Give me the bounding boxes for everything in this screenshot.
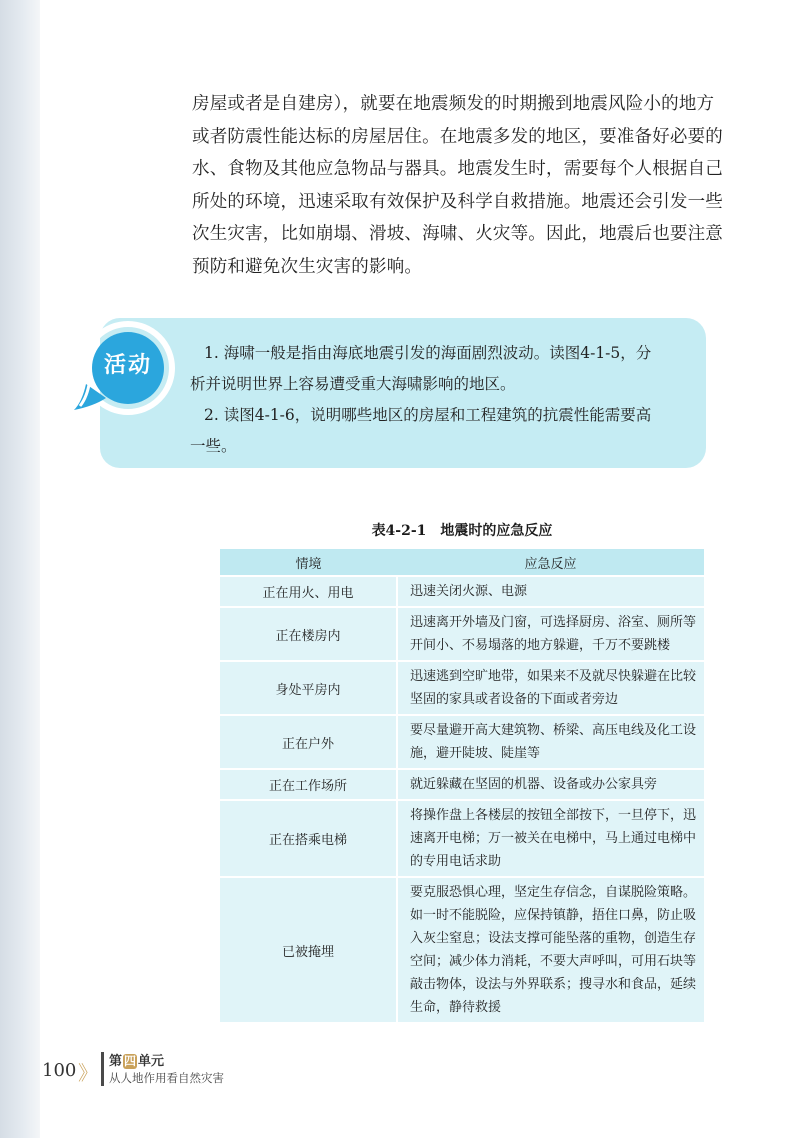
response-cell: [397, 800, 704, 877]
situation-cell: 正在搭乘电梯: [220, 800, 397, 877]
response-line: 开间小、不易塌落的地方躲避，千万不要跳楼: [410, 638, 671, 653]
situation-cell: 正在楼房内: [220, 607, 397, 661]
activity-line: 1. 海啸一般是指由海底地震引发的海面剧烈波动。读图4-1-5，分: [204, 344, 652, 362]
situation-cell: 身处平房内: [220, 661, 397, 715]
header-situation: 情境: [220, 549, 397, 576]
unit-label: [109, 1050, 164, 1069]
table-row: [220, 877, 704, 1023]
response-line: 生命，静待救援: [410, 1000, 502, 1015]
body-line: 次生灾害，比如崩塌、滑坡、海啸、火灾等。因此，地震后也要注意: [192, 224, 723, 244]
body-paragraph: [192, 88, 723, 283]
activity-line: 2. 读图4-1-6，说明哪些地区的房屋和工程建筑的抗震性能需要高: [204, 406, 652, 424]
body-line: 所处的环境，迅速采取有效保护及科学自救措施。地震还会引发一些: [192, 191, 723, 212]
activity-line: 一些。: [190, 437, 237, 455]
situation-cell: 正在用火、用电: [220, 576, 397, 607]
body-line: 或者防震性能达标的房屋居住。在地震多发的地区，要准备好必要的: [192, 126, 723, 147]
table-row: [220, 607, 704, 661]
body-line: 房屋或者是自建房），就要在地震频发的时期搬到地震风险小的地方: [192, 94, 715, 114]
response-line: 坚固的家具或者设备的下面或者旁边: [410, 692, 619, 707]
unit-subtitle: 从人地作用看自然灾害: [109, 1071, 224, 1085]
table-title: 表4-2-1 地震时的应急反应: [371, 523, 553, 539]
response-line: 施，避开陡坡、陡崖等: [410, 746, 541, 761]
activity-badge-label: 活动: [103, 353, 152, 378]
response-line: 敲击物体，设法与外界联系；搜寻水和食品，延续: [410, 977, 697, 992]
response-cell: [397, 715, 704, 769]
header-response: 应急反应: [397, 549, 704, 576]
response-cell: [397, 769, 704, 800]
response-line: 速离开电梯；万一被关在电梯中，马上通过电梯中: [410, 831, 697, 846]
page-number: 100: [42, 1060, 77, 1081]
page-edge-bar: [0, 0, 40, 1138]
response-line: 迅速关闭火源、电源: [410, 584, 528, 599]
table-row: [220, 800, 704, 877]
response-cell: [397, 607, 704, 661]
response-line: 如一时不能脱险，应保持镇静，捂住口鼻，防止吸: [410, 908, 697, 923]
unit-suffix: 单元: [138, 1054, 165, 1069]
response-line: 要克服恐惧心理，坚定生存信念，自谋脱险策略。: [410, 885, 697, 900]
response-line: 迅速离开外墙及门窗，可选择厨房、浴室、厕所等: [410, 615, 697, 630]
body-line: 水、食物及其他应急物品与器具。地震发生时，需要每个人根据自己: [192, 159, 723, 179]
emergency-response-table: [220, 549, 704, 1024]
activity-badge: [72, 318, 192, 428]
situation-cell: 已被掩埋: [220, 877, 397, 1023]
activity-line: 析并说明世界上容易遭受重大海啸影响的地区。: [190, 375, 516, 393]
table-row: [220, 661, 704, 715]
footer-divider: [101, 1052, 104, 1086]
response-line: 的专用电话求助: [410, 854, 502, 869]
response-line: 空间；减少体力消耗，不要大声呼叫，可用石块等: [410, 954, 697, 969]
response-cell: [397, 576, 704, 607]
situation-cell: 正在户外: [220, 715, 397, 769]
response-line: 要尽量避开高大建筑物、桥梁、高压电线及化工设: [410, 723, 697, 738]
response-cell: [397, 661, 704, 715]
unit-number: 四: [124, 1054, 137, 1068]
response-line: 将操作盘上各楼层的按钮全部按下，一旦停下，迅: [410, 808, 697, 823]
table-row: [220, 769, 704, 800]
table-header-row: [220, 549, 704, 576]
response-line: 入灰尘窒息；设法支撑可能坠落的重物，创造生存: [410, 931, 697, 946]
situation-cell: 正在工作场所: [220, 769, 397, 800]
table-row: [220, 715, 704, 769]
unit-prefix: 第: [109, 1054, 123, 1069]
chevron-icon: 》: [78, 1061, 94, 1085]
activity-text: [190, 338, 695, 462]
table-row: [220, 576, 704, 607]
response-line: 迅速逃到空旷地带，如果来不及就尽快躲避在比较: [410, 669, 697, 684]
body-line: 预防和避免次生灾害的影响。: [192, 256, 423, 277]
response-line: 就近躲藏在坚固的机器、设备或办公家具旁: [410, 777, 658, 792]
response-cell: [397, 877, 704, 1023]
